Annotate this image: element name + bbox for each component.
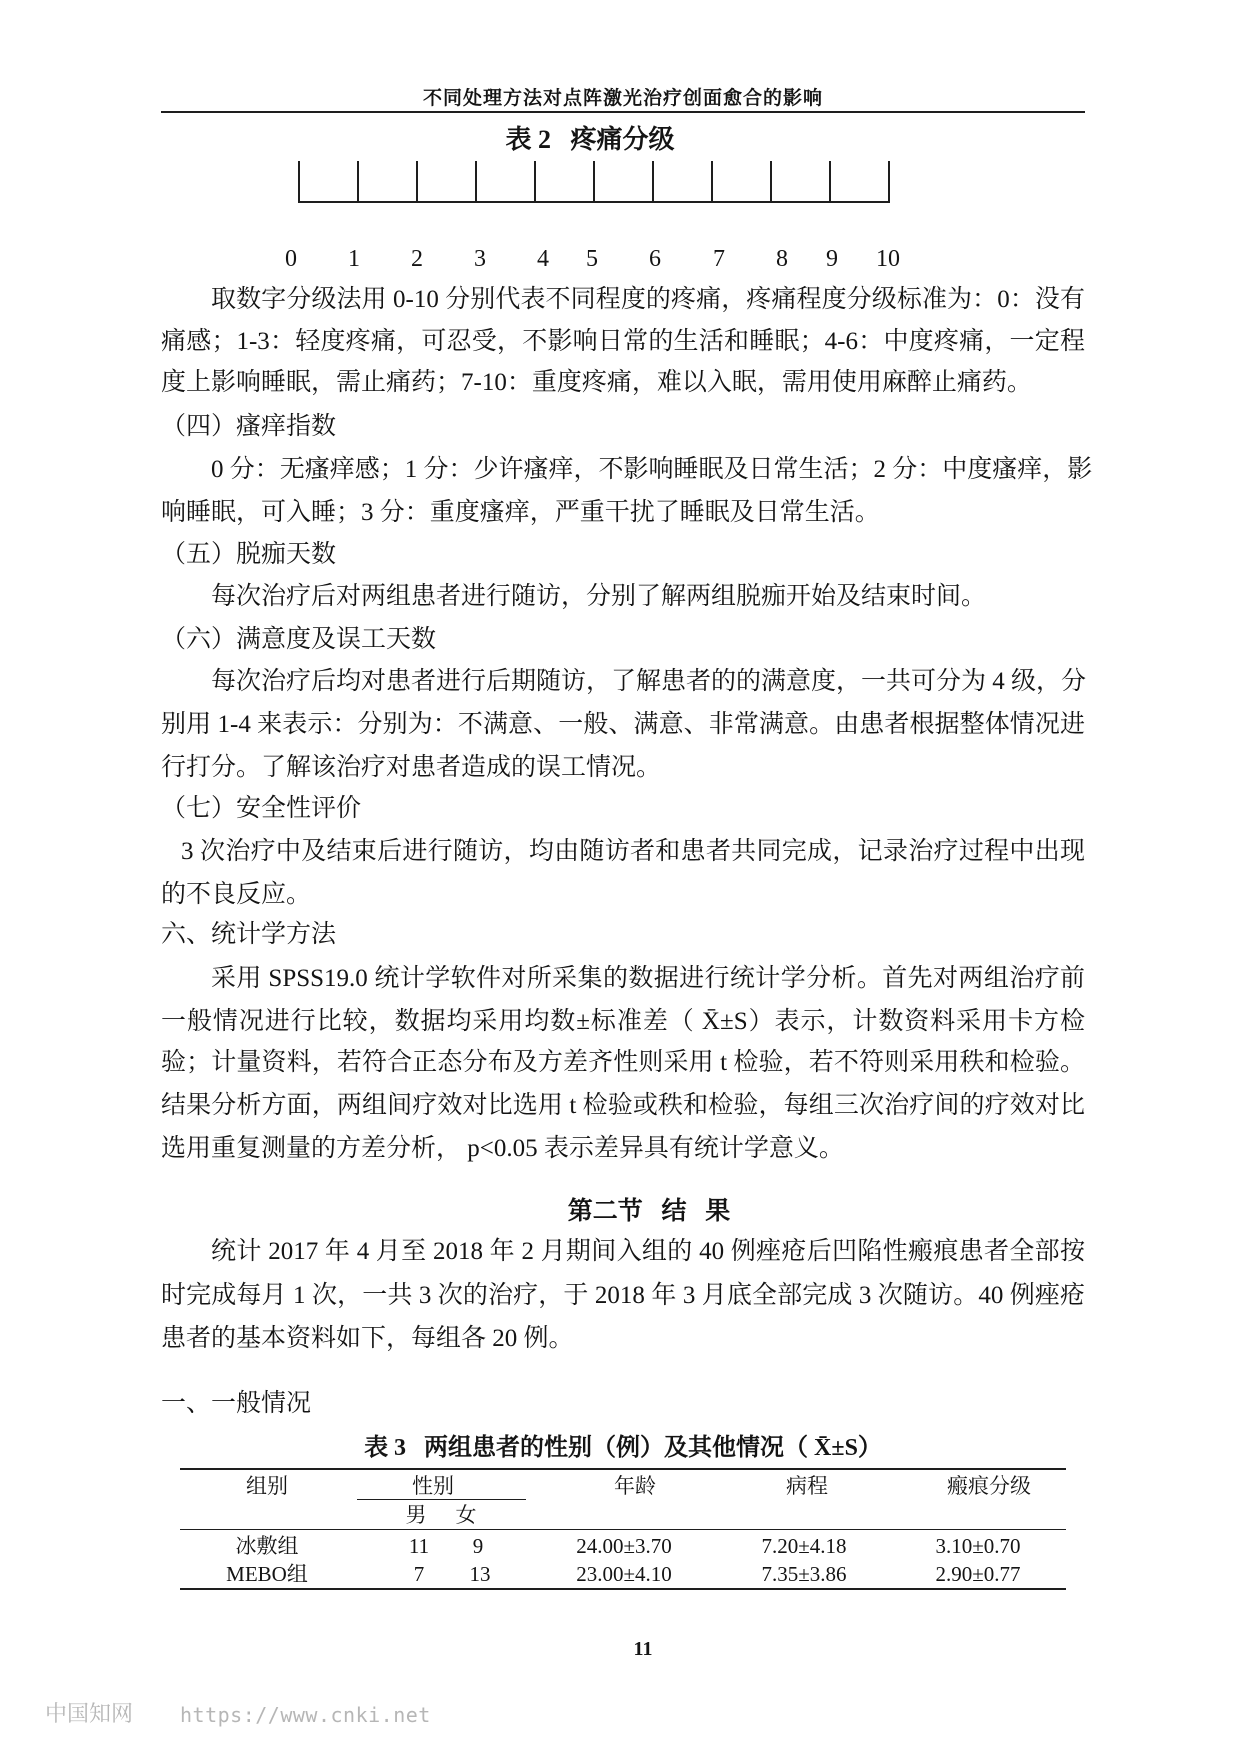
section-heading: 六、统计学方法 [161, 921, 337, 948]
body-text-line: 痛感；1-3：轻度疼痛，可忍受，不影响日常的生活和睡眠；4-6：中度疼痛，一定程 [161, 328, 1085, 355]
table-cell-group: MEBO组 [226, 1562, 308, 1586]
table-cell-female: 9 [472, 1534, 484, 1558]
table-header-female: 女 [455, 1503, 477, 1527]
pain-scale-label: 5 [586, 246, 598, 272]
pain-scale-ruler [298, 160, 890, 204]
table-cell-group: 冰敷组 [235, 1534, 299, 1558]
body-text-line: 时完成每月 1 次，一共 3 次的治疗，于 2018 年 3 月底全部完成 3 次随访。40 例痤疮 [161, 1282, 1085, 1309]
section-heading: （六）满意度及误工天数 [161, 626, 437, 653]
table-cell-male: 11 [408, 1534, 430, 1558]
body-text-line: 结果分析方面，两组间疗效对比选用 t 检验或秩和检验，每组三次治疗间的疗效对比 [161, 1092, 1085, 1119]
table-header-age: 年龄 [614, 1474, 656, 1498]
table3-caption: 表 3 两组患者的性别（例）及其他情况（ X̄±S） [364, 1435, 882, 1461]
running-header: 不同处理方法对点阵激光治疗创面愈合的影响 [422, 88, 823, 109]
table-cell-age: 24.00±3.70 [576, 1534, 672, 1558]
table-cell-scar-grade: 2.90±0.77 [935, 1562, 1021, 1586]
page-number: 11 [633, 1638, 653, 1660]
pain-scale-label: 10 [876, 246, 900, 272]
body-text-line: 取数字分级法用 0-10 分别代表不同程度的疼痛，疼痛程度分级标准为：0：没有 [211, 286, 1085, 313]
body-text-line: 响睡眠，可入睡；3 分：重度瘙痒，严重干扰了睡眠及日常生活。 [161, 499, 880, 526]
table-cell-course: 7.35±3.86 [761, 1562, 847, 1586]
table-cell-age: 23.00±4.10 [576, 1562, 672, 1586]
table-header-course: 病程 [786, 1474, 828, 1498]
body-text-line: 验；计量资料，若符合正态分布及方差齐性则采用 t 检验，若不符则采用秩和检验。 [161, 1049, 1085, 1076]
body-text-line: 采用 SPSS19.0 统计学软件对所采集的数据进行统计学分析。首先对两组治疗前 [211, 965, 1085, 992]
table-header-sex: 性别 [412, 1474, 454, 1498]
pain-scale-label: 0 [285, 246, 297, 272]
pain-scale-label: 4 [537, 246, 549, 272]
table2-caption: 表 2 疼痛分级 [505, 125, 675, 154]
table-header-group: 组别 [246, 1474, 288, 1498]
table-header-rule [180, 1529, 1066, 1530]
table-top-rule [180, 1468, 1066, 1470]
section-heading: （四）瘙痒指数 [161, 413, 337, 440]
body-text-line: 0 分：无瘙痒感；1 分：少许瘙痒，不影响睡眠及日常生活；2 分：中度瘙痒，影 [211, 456, 1093, 483]
body-text-line: 一般情况进行比较，数据均采用均数±标准差（ X̄±S）表示，计数资料采用卡方检 [161, 1008, 1085, 1035]
body-text-line: 每次治疗后均对患者进行后期随访，了解患者的的满意度，一共可分为 4 级，分 [211, 668, 1087, 695]
table-cell-female: 13 [469, 1562, 491, 1586]
pain-scale-label: 3 [474, 246, 486, 272]
header-rule [161, 111, 1085, 113]
pain-scale-label: 9 [826, 246, 838, 272]
table-cell-scar-grade: 3.10±0.70 [935, 1534, 1021, 1558]
pain-scale-label: 8 [776, 246, 788, 272]
table-bottom-rule [180, 1588, 1066, 1590]
pain-scale-label: 2 [411, 246, 423, 272]
body-text-line: 行打分。了解该治疗对患者造成的误工情况。 [161, 754, 662, 781]
body-text-line: 3 次治疗中及结束后进行随访，均由随访者和患者共同完成，记录治疗过程中出现 [181, 838, 1085, 865]
body-text-line: 每次治疗后对两组患者进行随访，分别了解两组脱痂开始及结束时间。 [211, 583, 987, 610]
pain-scale-label: 7 [713, 246, 725, 272]
body-text-line: 的不良反应。 [161, 881, 312, 908]
pain-scale-label: 6 [649, 246, 661, 272]
table-header-scar-grade: 瘢痕分级 [947, 1474, 1031, 1498]
chapter-section-title: 第二节 结 果 [567, 1198, 731, 1225]
pain-scale-label: 1 [348, 246, 360, 272]
body-text-line: 别用 1-4 来表示：分别为：不满意、一般、满意、非常满意。由患者根据整体情况进 [161, 711, 1085, 738]
section-heading: 一、一般情况 [161, 1390, 312, 1417]
body-text-line: 度上影响睡眠，需止痛药；7-10：重度疼痛，难以入眠，需用使用麻醉止痛药。 [161, 369, 1032, 396]
body-text-line: 统计 2017 年 4 月至 2018 年 2 月期间入组的 40 例痤疮后凹陷性瘢痕患者全部按 [211, 1238, 1085, 1265]
watermark-url: https://www.cnki.net [180, 1703, 431, 1727]
table-header-male: 男 [405, 1503, 427, 1527]
body-text-line: 选用重复测量的方差分析， p<0.05 表示差异具有统计学意义。 [161, 1135, 844, 1162]
table3 [180, 1468, 1066, 1591]
table-cell-course: 7.20±4.18 [761, 1534, 847, 1558]
watermark-brand: 中国知网 [45, 1701, 134, 1726]
table-cell-male: 7 [413, 1562, 425, 1586]
section-heading: （七）安全性评价 [161, 795, 362, 822]
body-text-line: 患者的基本资料如下，每组各 20 例。 [161, 1325, 574, 1352]
table-sex-subrule [357, 1499, 526, 1500]
section-heading: （五）脱痂天数 [161, 541, 337, 568]
